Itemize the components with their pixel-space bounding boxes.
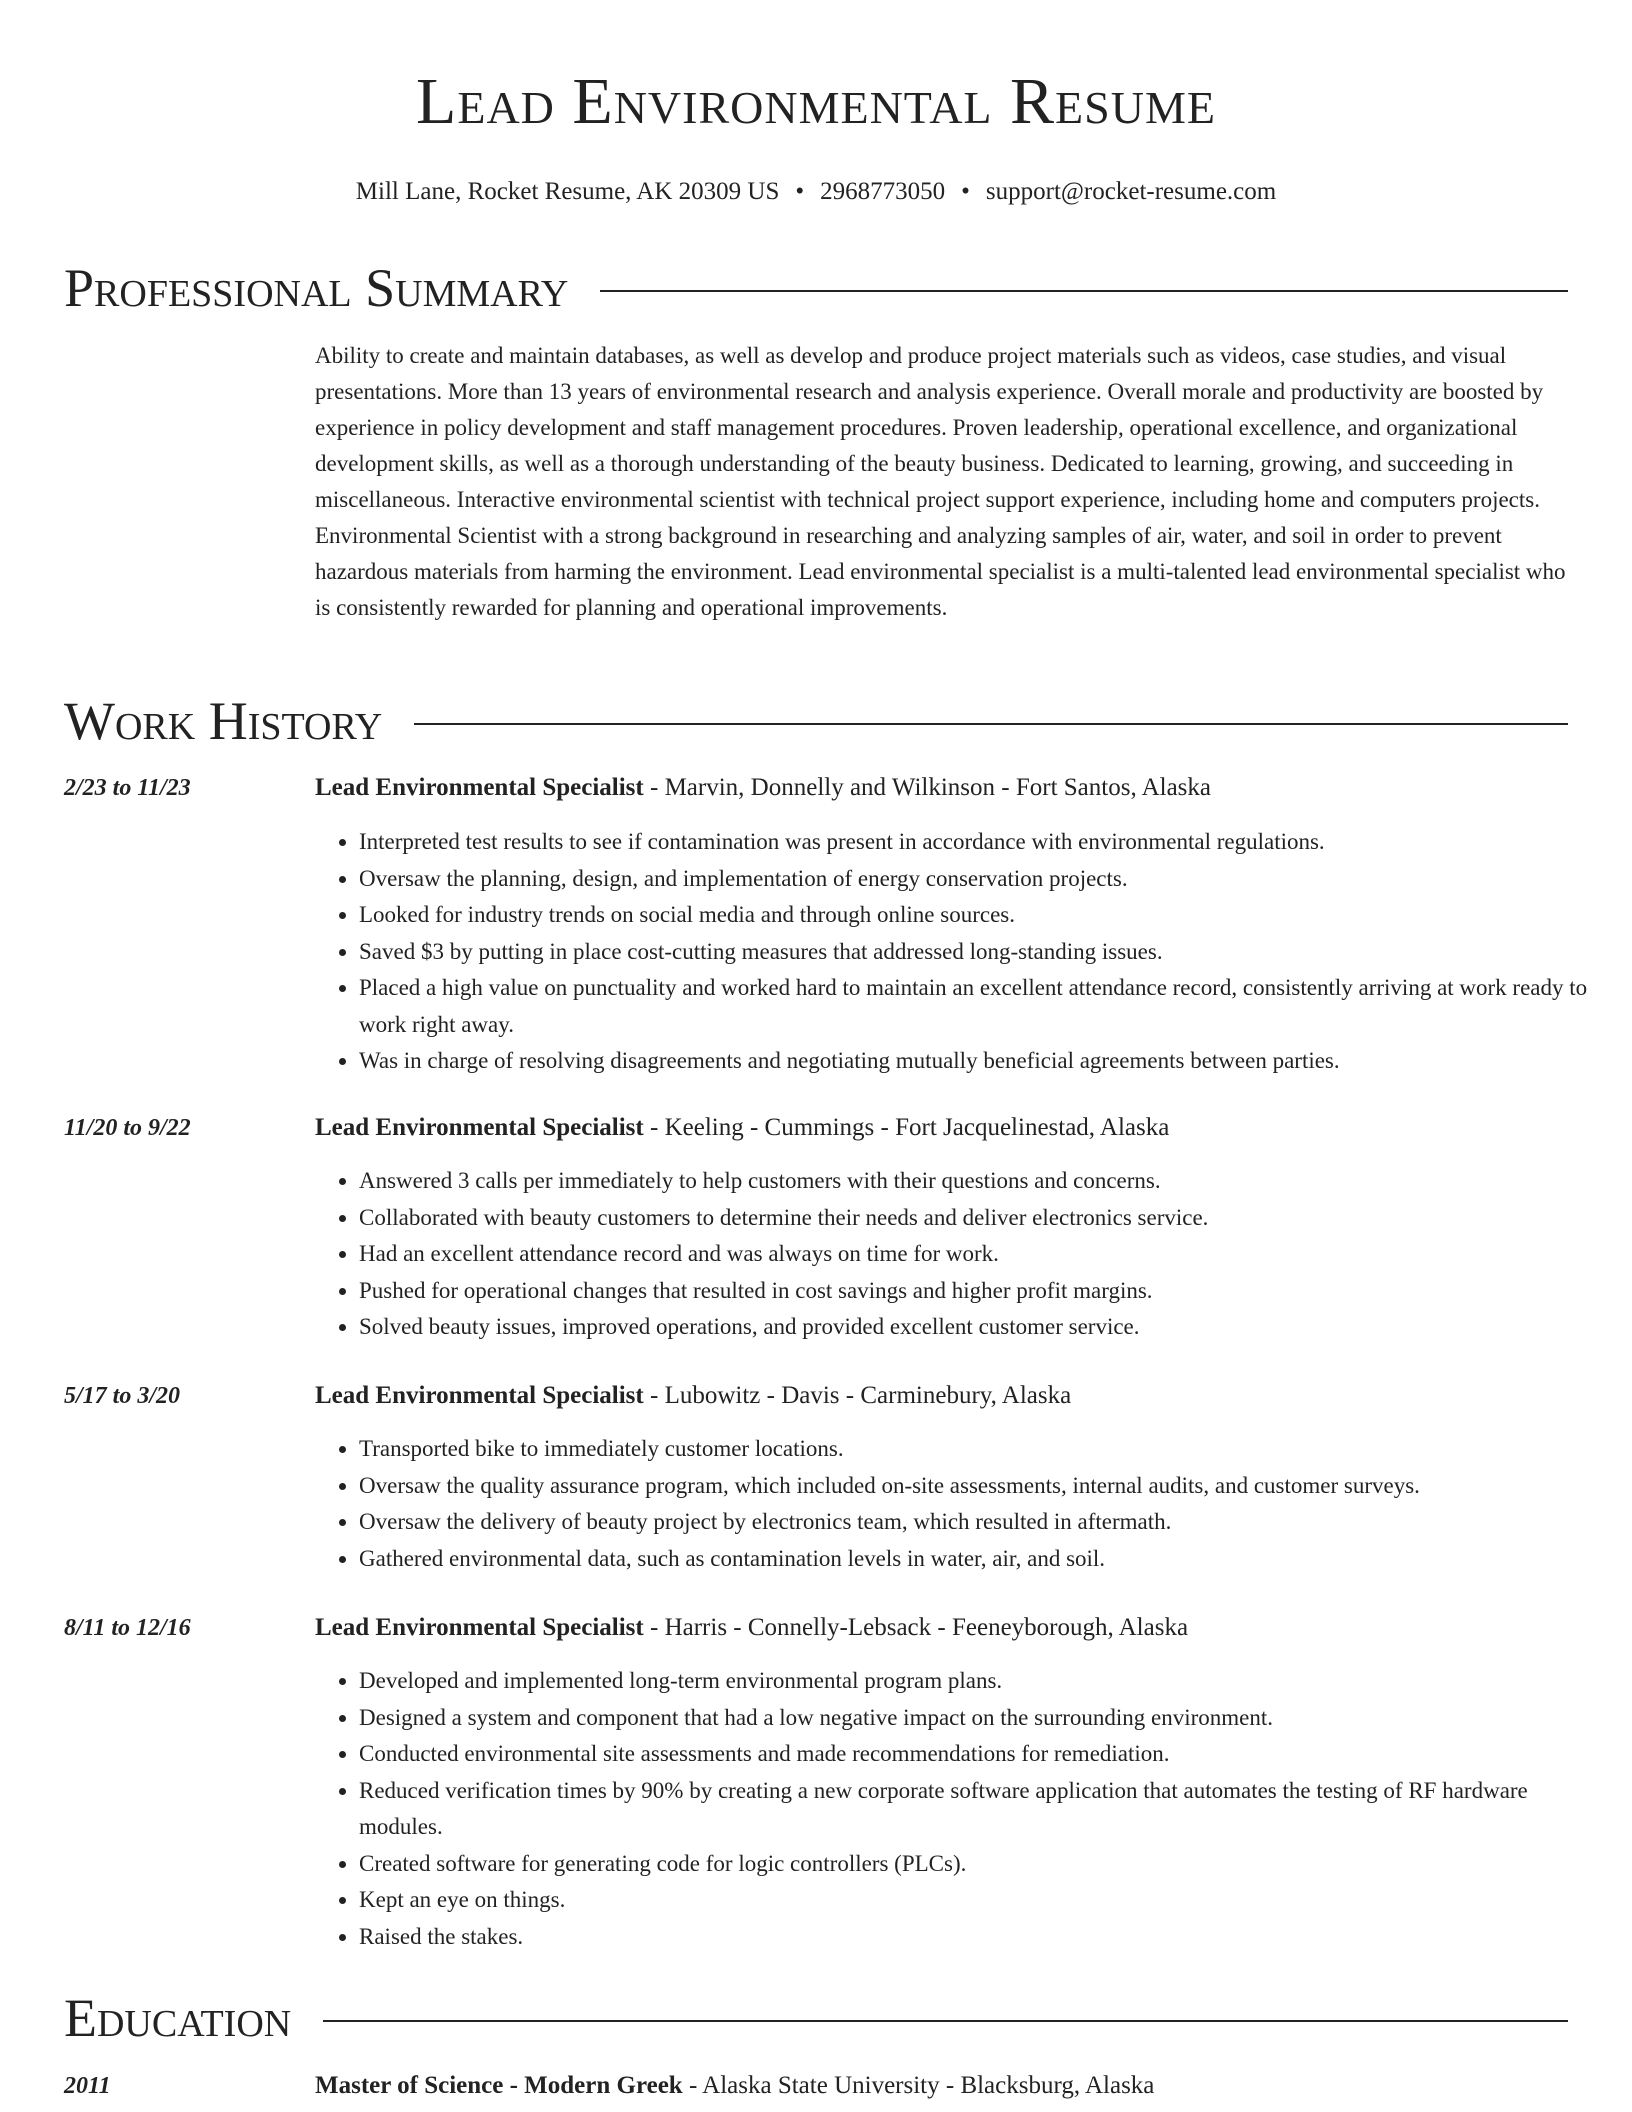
job-title: Lead Environmental Specialist [315, 774, 644, 801]
job-bullets [315, 1663, 1614, 1955]
contact-line [0, 176, 1632, 208]
job-bullet: • Was in charge of resolving disagreements and negotiating mutually beneficial agreements between parties. [359, 1043, 1614, 1080]
job-bullet: • Kept an eye on things. [359, 1882, 1614, 1919]
job-bullet: • Pushed for operational changes that resulted in cost savings and higher profit margins. [359, 1273, 1614, 1310]
summary-text: Ability to create and maintain databases, as well as develop and produce project materials such as videos, case studies, and visual presentations. More than 13 years of environmental research and analysis experience. Overall morale and productivity are boosted by experience in policy development and staff management procedures. Proven leadership, operational excellence, and organizational development skills, as well as a thorough understanding of the beauty business. Dedicated to learning, growing, and succeeding in miscellaneous. Interactive environmental scientist with technical project support experience, including home and computers projects. Environmental Scientist with a strong background in researching and analyzing samples of air, water, and soil in order to prevent hazardous materials from harming the environment. Lead environmental specialist is a multi-talented lead environmental specialist who is consistently rewarded for planning and operational improvements. [315, 343, 1566, 620]
job-details: - Lubowitz - Davis - Carminebury, Alaska [643, 1382, 1072, 1409]
job-bullets [315, 1163, 1614, 1346]
education-degree: Master of Science - Modern Greek [315, 2072, 683, 2099]
job-bullets [315, 1431, 1614, 1577]
job-dates: 2/23 to 11/23 [64, 775, 191, 801]
job-dates: 11/20 to 9/22 [64, 1115, 191, 1141]
job-dates: 5/17 to 3/20 [64, 1383, 181, 1409]
contact-phone: 2968773050 [820, 178, 946, 205]
job-bullet: • Transported bike to immediately customer locations. [359, 1431, 1614, 1468]
summary-heading-row [64, 256, 1568, 320]
job-title: Lead Environmental Specialist [315, 1382, 644, 1409]
job-bullet: • Designed a system and component that had a low negative impact on the surrounding environment. [359, 1700, 1614, 1737]
job-details: - Marvin, Donnelly and Wilkinson - Fort Santos, Alaska [643, 774, 1211, 801]
job-bullet: • Had an excellent attendance record and was always on time for work. [359, 1236, 1614, 1273]
job-bullet: • Placed a high value on punctuality and worked hard to maintain an excellent attendance record, consistently arriving at work ready to work right away. [359, 970, 1614, 1043]
contact-separator: • [961, 178, 970, 205]
education-header [315, 2068, 1154, 2104]
job-bullets [315, 824, 1614, 1080]
section-heading-work: Work History [64, 691, 383, 751]
job-bullet: • Solved beauty issues, improved operations, and provided excellent customer service. [359, 1309, 1614, 1346]
education-heading-row [64, 1986, 1568, 2050]
work-heading-row [64, 689, 1568, 753]
job-dates: 8/11 to 12/16 [64, 1615, 191, 1641]
job-bullet: • Reduced verification times by 90% by creating a new corporate software application that automates the testing of RF hardware modules. [359, 1773, 1614, 1846]
job-details: - Harris - Connelly-Lebsack - Feeneyborough, Alaska [643, 1614, 1189, 1641]
job-bullet: • Gathered environmental data, such as contamination levels in water, air, and soil. [359, 1541, 1614, 1578]
section-divider [600, 290, 1568, 292]
contact-separator: • [795, 178, 805, 205]
job-bullet: • Collaborated with beauty customers to determine their needs and deliver electronics service. [359, 1200, 1614, 1237]
job-title: Lead Environmental Specialist [315, 1614, 644, 1641]
section-divider [414, 723, 1568, 725]
job-header [315, 770, 1211, 806]
section-heading-summary: Professional Summary [64, 258, 569, 318]
job-bullet: • Looked for industry trends on social media and through online sources. [359, 897, 1614, 934]
job-bullet: • Saved $3 by putting in place cost-cutting measures that addressed long-standing issues. [359, 934, 1614, 971]
job-details: - Keeling - Cummings - Fort Jacquelinestad, Alaska [643, 1114, 1170, 1141]
job-bullet: • Answered 3 calls per immediately to help customers with their questions and concerns. [359, 1163, 1614, 1200]
job-bullet: • Oversaw the quality assurance program, which included on-site assessments, internal audits, and customer surveys. [359, 1468, 1614, 1505]
job-header [315, 1610, 1188, 1646]
contact-email: support@rocket-resume.com [985, 178, 1277, 205]
contact-address: Mill Lane, Rocket Resume, AK 20309 US [355, 178, 780, 205]
section-divider [323, 2020, 1568, 2022]
section-heading-education: Education [64, 1988, 292, 2048]
job-bullet: • Raised the stakes. [359, 1919, 1614, 1956]
job-bullet: • Developed and implemented long-term environmental program plans. [359, 1663, 1614, 1700]
job-header [315, 1110, 1169, 1146]
resume-title: Lead Environmental Resume [416, 65, 1216, 138]
job-bullet: • Oversaw the delivery of beauty project by electronics team, which resulted in aftermath. [359, 1504, 1614, 1541]
education-details: - Alaska State University - Blacksburg, Alaska [682, 2072, 1155, 2099]
job-bullet: • Interpreted test results to see if contamination was present in accordance with environmental regulations. [359, 824, 1614, 861]
job-bullet: • Conducted environmental site assessments and made recommendations for remediation. [359, 1736, 1614, 1773]
job-title: Lead Environmental Specialist [315, 1114, 644, 1141]
education-year: 2011 [64, 2073, 111, 2099]
job-header [315, 1378, 1071, 1414]
job-bullet: • Oversaw the planning, design, and implementation of energy conservation projects. [359, 861, 1614, 898]
job-bullet: • Created software for generating code for logic controllers (PLCs). [359, 1846, 1614, 1883]
